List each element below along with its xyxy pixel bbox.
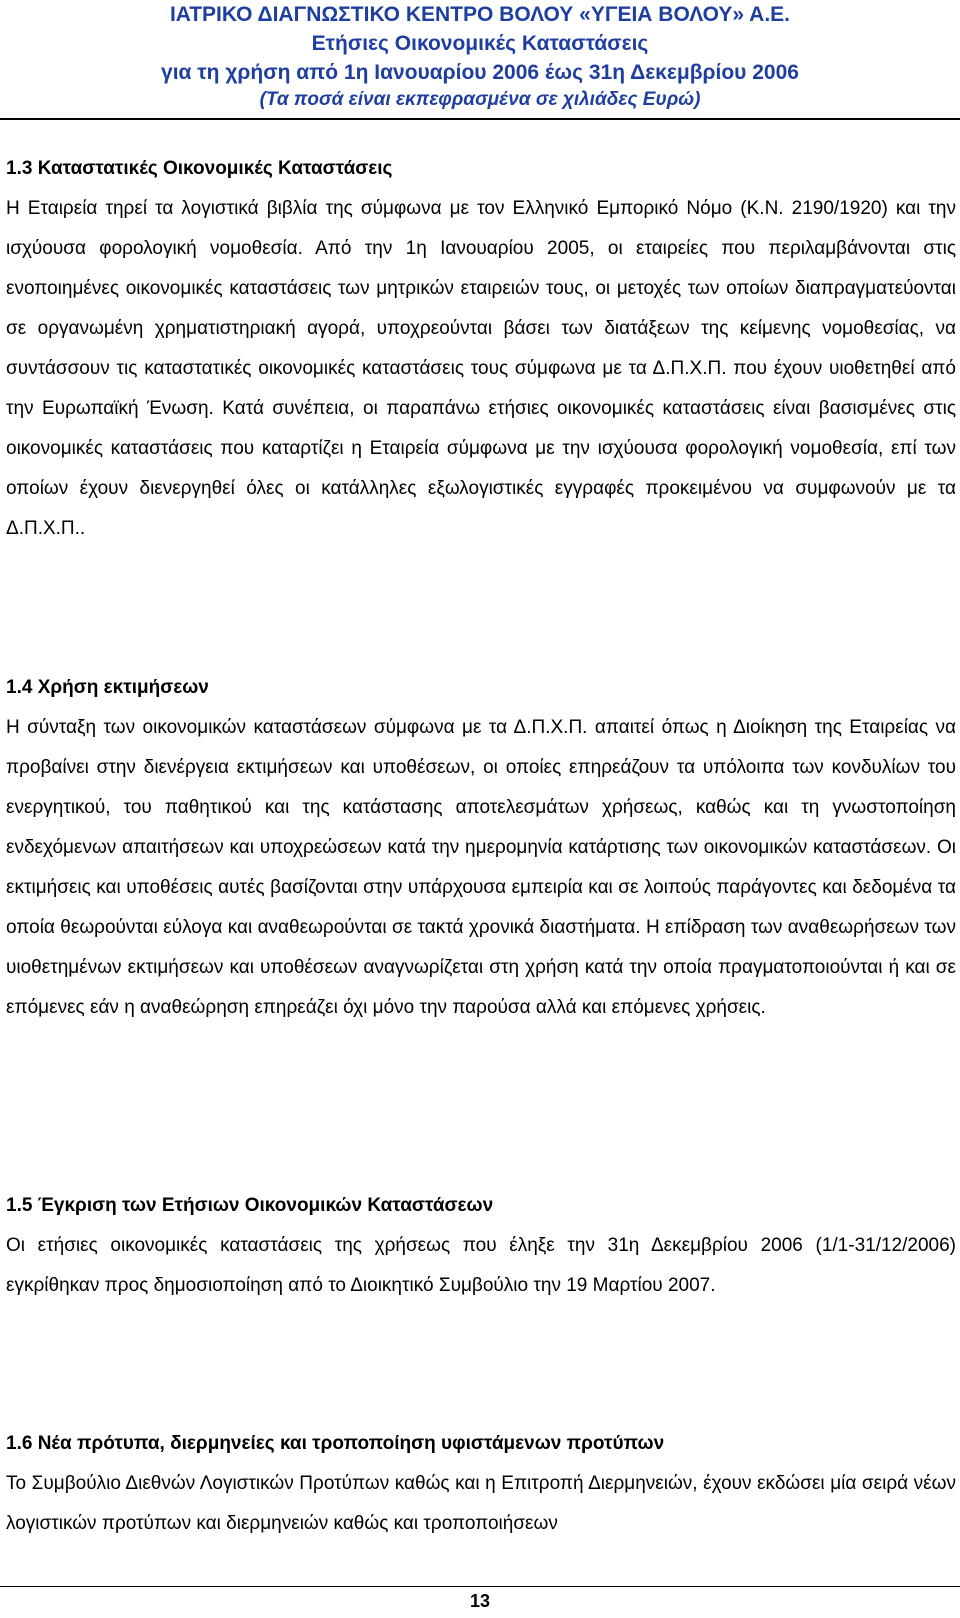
report-period: για τη χρήση από 1η Ιανουαρίου 2006 έως 31η Δεκεμβρίου 2006 [161,61,799,84]
company-name: ΙΑΤΡΙΚΟ ΔΙΑΓΝΩΣΤΙΚΟ ΚΕΝΤΡΟ ΒΟΛΟΥ «ΥΓΕΙΑ ΒΟΛΟΥ» Α.Ε. [169,3,791,26]
section-1-5 [6,1186,956,1306]
section-title: 1.3 Καταστατικές Οικονομικές Καταστάσεις [6,158,393,179]
section-body: Η Εταιρεία τηρεί τα λογιστικά βιβλία της σύμφωνα με τον Ελληνικό Εμπορικό Νόμο (Κ.Ν. 2190/1920) και την ισχύουσα φορολογική νομοθεσία. Από την 1η Ιανουαρίου 2005, οι εταιρείες που περιλαμβάνονται στις ενοποιημένες οικονομικές καταστάσεις των μητρικών εταιρειών τους, οι μετοχές των οποίων διαπραγματεύονται σε οργανωμένη χρηματιστηριακή αγορά, υποχρεούνται βάσει των διατάξεων της κείμενης νομοθεσίας, να συντάσσουν τις καταστατικές οικονομικές καταστάσεις τους σύμφωνα με τα Δ.Π.Χ.Π. που έχουν υιοθετηθεί από την Ευρωπαϊκή Ένωση. Κατά συνέπεια, οι παραπάνω ετήσιες οικονομικές καταστάσεις είναι βασισμένες στις οικονομικές καταστάσεις που καταρτίζει η Εταιρεία σύμφωνα με την ισχύουσα φορολογική νομοθεσία, επί των οποίων έχουν διενεργηθεί όλες οι κατάλληλες εξωλογιστικές εγγραφές προκειμένου να συμφωνούν με τα Δ.Π.Χ.Π.. [6,198,956,539]
section-title: 1.5 Έγκριση των Ετήσιων Οικονομικών Καταστάσεων [6,1195,494,1216]
section-title: 1.6 Νέα πρότυπα, διερμηνείες και τροποποίηση υφιστάμενων προτύπων [6,1433,665,1454]
page-number: 13 [469,1591,491,1611]
section-body: Το Συμβούλιο Διεθνών Λογιστικών Προτύπων καθώς και η Επιτροπή Διερμηνειών, έχουν εκδώσει μία σειρά νέων λογιστικών προτύπων και διερμηνειών καθώς και τροποποιήσεων [6,1473,956,1534]
section-body: Η σύνταξη των οικονομικών καταστάσεων σύμφωνα με τα Δ.Π.Χ.Π. απαιτεί όπως η Διοίκηση της Εταιρείας να προβαίνει στην διενέργεια εκτιμήσεων και υποθέσεων, οι οποίες επηρεάζουν τα υπόλοιπα των κονδυλίων του ενεργητικού, του παθητικού και της κατάστασης αποτελεσμάτων χρήσεως, καθώς και τη γνωστοποίηση ενδεχόμενων απαιτήσεων και υποχρεώσεων κατά την ημερομηνία κατάρτισης των οικονομικών καταστάσεων. Οι εκτιμήσεις και υποθέσεις αυτές βασίζονται στην υπάρχουσα εμπειρία και σε λοιπούς παράγοντες και δεδομένα τα οποία θεωρούνται εύλογα και αναθεωρούνται σε τακτά χρονικά διαστήματα. Η επίδραση των αναθεωρήσεων των υιοθετημένων εκτιμήσεων και υποθέσεων αναγνωρίζεται στη χρήση κατά την οποία πραγματοποιούνται ή και σε επόμενες εάν η αναθεώρηση επηρεάζει όχι μόνο την παρούσα αλλά και επόμενες χρήσεις. [6,717,956,1018]
section-1-6 [6,1424,956,1544]
footer-divider [0,1586,960,1587]
currency-note: (Τα ποσά είναι εκπεφρασμένα σε χιλιάδες Ευρώ) [259,89,701,110]
section-title: 1.4 Χρήση εκτιμήσεων [6,677,209,698]
header-divider [0,118,960,120]
section-body: Οι ετήσιες οικονομικές καταστάσεις της χρήσεως που έληξε την 31η Δεκεμβρίου 2006 (1/1-31/12/2006) εγκρίθηκαν προς δημοσιοποίηση από το Διοικητικό Συμβούλιο την 19 Μαρτίου 2007. [6,1235,956,1296]
document-header [0,0,960,112]
report-title: Ετήσιες Οικονομικές Καταστάσεις [311,32,649,55]
section-1-3 [6,149,956,549]
section-1-4 [6,668,956,1028]
